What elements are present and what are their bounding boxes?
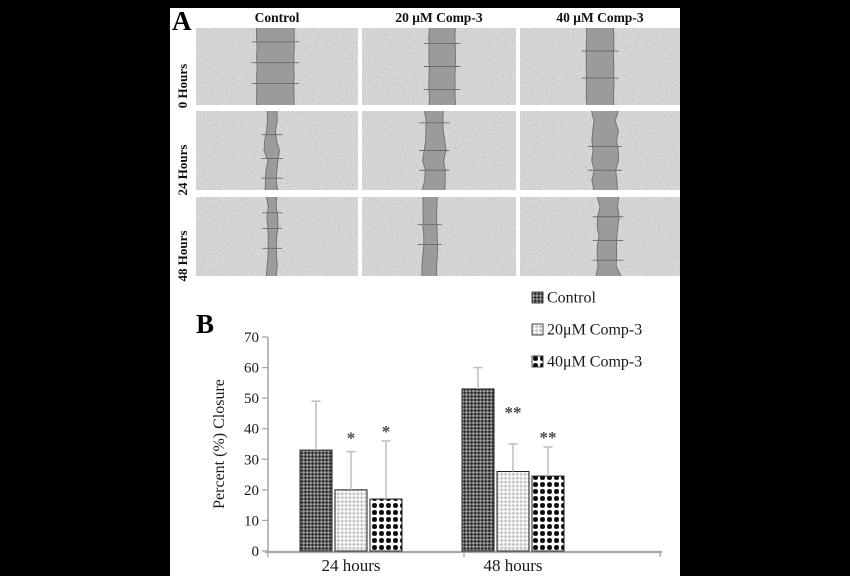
legend-label: 40μM Comp-3 [547, 353, 643, 371]
legend-entry [532, 354, 642, 371]
panel-a-label: A [172, 6, 192, 36]
y-tick-label: 0 [251, 544, 259, 560]
y-tick-label: 10 [244, 513, 259, 530]
significance-asterisk: ** [504, 403, 522, 422]
column-header-40um: 40 μM Comp-3 [556, 10, 644, 25]
figure-content-panel [170, 8, 680, 576]
x-category-label: 24 hours [321, 556, 381, 575]
row-label-24h: 24 Hours [175, 144, 190, 196]
wound-gap [592, 111, 619, 190]
panel-b-label: B [196, 309, 215, 339]
micrograph-cell [520, 28, 680, 105]
micrograph-cell [520, 111, 680, 190]
bar-light-diamond-48hours [497, 472, 529, 551]
bar-black-dot-24hours [370, 499, 402, 551]
legend-entry [532, 290, 596, 307]
y-tick-label: 40 [244, 421, 259, 438]
column-header-20um: 20 μM Comp-3 [395, 10, 483, 25]
legend-swatch-light-diamond [532, 324, 543, 335]
y-tick-label: 50 [244, 391, 259, 408]
bar-dark-check-24hours [300, 450, 332, 551]
micrograph-cell [196, 197, 358, 276]
row-label-48h: 48 Hours [175, 230, 190, 282]
x-category-label: 48 hours [483, 556, 543, 575]
microscopy-image-grid [170, 28, 680, 276]
percent-closure-bar-chart [210, 278, 670, 576]
column-header-control: Control [254, 10, 300, 25]
bar-light-diamond-24hours [335, 490, 367, 551]
bar-black-dot-48hours [532, 476, 564, 551]
significance-asterisk: ** [539, 428, 557, 448]
wound-gap [586, 28, 614, 105]
micrograph-cell [362, 28, 516, 105]
micrograph-cell [362, 111, 516, 190]
wound-gap [422, 197, 438, 276]
cell-monolayer-texture [362, 197, 516, 276]
y-tick-label: 60 [244, 360, 259, 377]
micrograph-cell [196, 111, 358, 190]
y-axis-title: Percent (%) Closure [211, 379, 228, 509]
micrograph-cell [362, 197, 516, 276]
bar-dark-check-48hours [462, 389, 494, 551]
y-tick-label: 70 [244, 330, 259, 346]
legend-swatch-black-dot [532, 356, 543, 367]
y-tick-label: 30 [244, 452, 259, 469]
legend-label: 20μM Comp-3 [547, 321, 643, 339]
y-tick-label: 20 [244, 482, 259, 499]
wound-gap [257, 28, 295, 105]
micrograph-cell [196, 28, 358, 105]
legend-swatch-dark-check [532, 292, 543, 303]
micrograph-cell [520, 197, 680, 276]
legend-label: Control [547, 289, 596, 307]
legend-entry [532, 322, 642, 339]
significance-asterisk: * [346, 428, 356, 448]
significance-asterisk: * [381, 421, 391, 441]
row-label-0h: 0 Hours [175, 63, 190, 109]
